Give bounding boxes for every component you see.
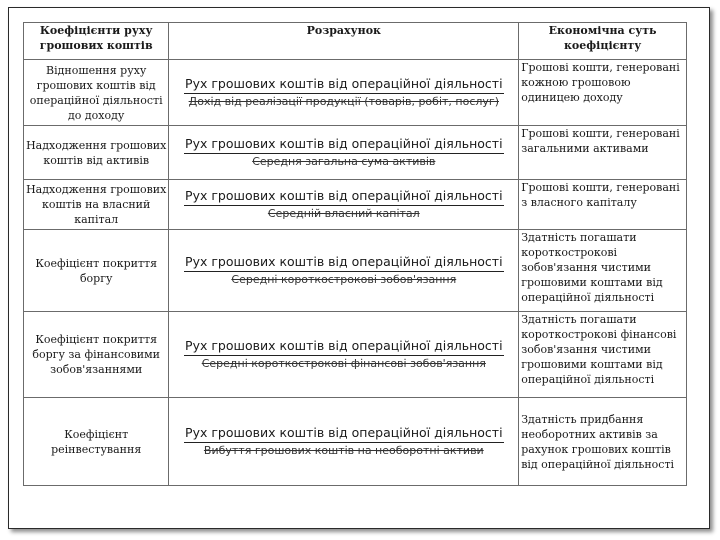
- ratio-meaning: Здатність погашати короткострокові фінансові зобов'язання чистими грошовими коштами від операційної діяльності: [519, 312, 687, 398]
- table-row: [24, 230, 687, 312]
- ratio-formula: [169, 230, 519, 312]
- ratio-formula: [169, 312, 519, 398]
- header-economic-meaning: Економічна суть коефіцієнту: [519, 23, 687, 60]
- table-row: [24, 398, 687, 486]
- table-row: [24, 60, 687, 126]
- ratio-name: Коефіцієнт покриття боргу: [24, 230, 169, 312]
- ratio-meaning: Грошові кошти, генеровані кожною грошовою одиницею доходу: [519, 60, 687, 126]
- ratio-formula: [169, 398, 519, 486]
- ratio-name: Коефіцієнт реінвестування: [24, 398, 169, 486]
- formula-numerator: Рух грошових коштів від операційної діяльності: [184, 338, 504, 356]
- ratio-formula: [169, 126, 519, 180]
- table-row: [24, 312, 687, 398]
- formula-denominator: Середні короткострокові зобов'язання: [231, 273, 457, 286]
- header-calculation: Розрахунок: [169, 23, 519, 60]
- header-ratios: Коефіцієнти руху грошових коштів: [24, 23, 169, 60]
- header-row: [24, 23, 687, 60]
- formula-denominator: Дохід від реалізації продукції (товарів, робіт, послуг): [188, 95, 499, 108]
- ratio-meaning: Здатність придбання необоротних активів за рахунок грошових коштів від операційної діяльності: [519, 398, 687, 486]
- formula-numerator: Рух грошових коштів від операційної діяльності: [184, 188, 504, 206]
- cash-flow-ratios-table: [23, 22, 687, 486]
- formula-numerator: Рух грошових коштів від операційної діяльності: [184, 254, 504, 272]
- ratio-formula: [169, 60, 519, 126]
- formula-denominator: Середній власний капітал: [267, 207, 420, 220]
- ratio-meaning: Грошові кошти, генеровані з власного капіталу: [519, 180, 687, 230]
- formula-denominator: Середні короткострокові фінансові зобов'язання: [201, 357, 486, 370]
- formula-denominator: Середня загальна сума активів: [252, 155, 436, 168]
- ratio-name: Надходження грошових коштів від активів: [24, 126, 169, 180]
- table-row: [24, 126, 687, 180]
- ratio-meaning: Грошові кошти, генеровані загальними активами: [519, 126, 687, 180]
- ratio-name: Відношення руху грошових коштів від операційної діяльності до доходу: [24, 60, 169, 126]
- ratio-name: Коефіцієнт покриття боргу за фінансовими зобов'язаннями: [24, 312, 169, 398]
- formula-numerator: Рух грошових коштів від операційної діяльності: [184, 136, 504, 154]
- formula-numerator: Рух грошових коштів від операційної діяльності: [184, 425, 504, 443]
- formula-denominator: Вибуття грошових коштів на необоротні активи: [203, 444, 484, 457]
- ratio-formula: [169, 180, 519, 230]
- ratio-name: Надходження грошових коштів на власний капітал: [24, 180, 169, 230]
- table-row: [24, 180, 687, 230]
- ratio-meaning: Здатність погашати короткострокові зобов'язання чистими грошовими коштами від операційної діяльності: [519, 230, 687, 312]
- formula-numerator: Рух грошових коштів від операційної діяльності: [184, 76, 504, 94]
